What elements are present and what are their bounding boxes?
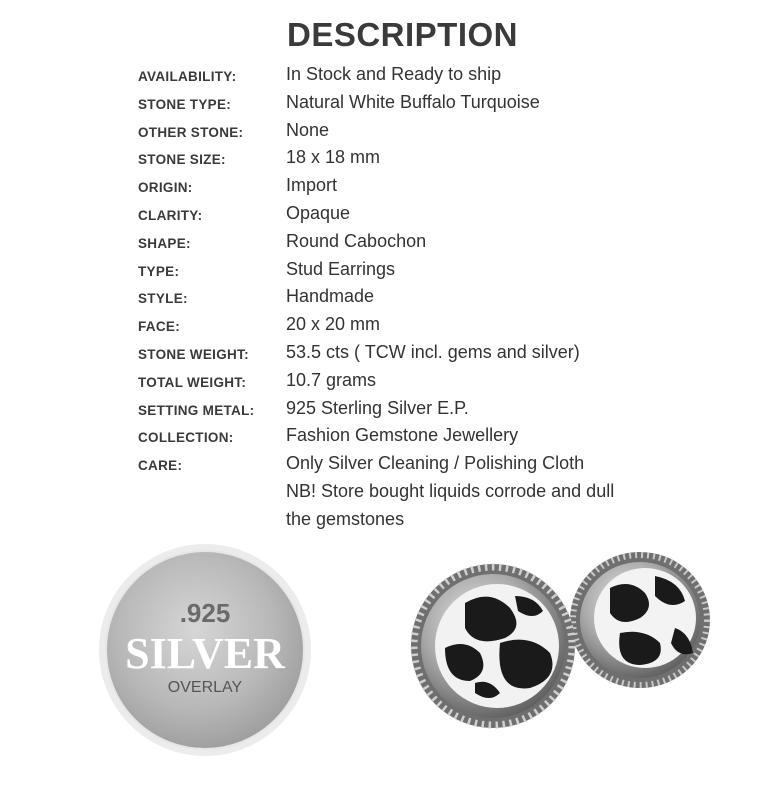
spec-row-face (138, 310, 758, 338)
spec-row-collection (138, 421, 758, 449)
spec-value: Fashion Gemstone Jewellery (286, 425, 519, 446)
spec-row-stone-type (138, 88, 758, 116)
spec-label: STONE TYPE: (138, 96, 232, 112)
badge-caption: OVERLAY (167, 679, 243, 696)
spec-value: Opaque (286, 202, 351, 223)
spec-label: STYLE: (138, 291, 188, 307)
spec-label: STONE SIZE: (138, 152, 226, 168)
spec-label: SHAPE: (138, 235, 191, 251)
spec-value: 925 Sterling Silver E.P. (286, 397, 469, 418)
spec-row-availability (138, 60, 758, 88)
care-note-line (138, 505, 758, 533)
spec-value: None (286, 119, 330, 140)
earrings-illustration (405, 548, 720, 748)
earring-front (411, 564, 575, 728)
spec-value: 18 x 18 mm (286, 147, 381, 168)
spec-label: COLLECTION: (138, 430, 234, 446)
spec-row-clarity (138, 199, 758, 227)
spec-value: Stud Earrings (286, 258, 396, 279)
spec-label: SETTING METAL: (138, 402, 255, 418)
spec-value: Natural White Buffalo Turquoise (286, 91, 540, 112)
spec-label: CARE: (138, 458, 183, 474)
spec-row-other-stone (138, 116, 758, 144)
spec-row-type (138, 255, 758, 283)
spec-row-shape (138, 227, 758, 255)
badge-number: .925 (179, 598, 231, 628)
spec-value: Round Cabochon (286, 230, 427, 251)
spec-row-origin (138, 171, 758, 199)
spec-label: FACE: (138, 319, 180, 335)
care-note-text: NB! Store bought liquids corrode and dull (286, 480, 615, 501)
spec-label: OTHER STONE: (138, 124, 244, 140)
spec-value: 10.7 grams (286, 369, 377, 390)
spec-label: CLARITY: (138, 207, 203, 223)
page-title: DESCRIPTION (286, 16, 519, 53)
spec-value: Only Silver Cleaning / Polishing Cloth (286, 453, 585, 474)
spec-value: Import (286, 175, 338, 196)
earring-back (570, 552, 710, 688)
product-photo-earrings (405, 548, 720, 748)
care-note-line (138, 477, 758, 505)
care-note-text: the gemstones (286, 508, 405, 529)
spec-value: 53.5 cts ( TCW incl. gems and silver) (286, 341, 580, 362)
spec-label: TYPE: (138, 263, 180, 279)
spec-list (138, 60, 758, 533)
spec-label: AVAILABILITY: (138, 69, 237, 84)
spec-row-style (138, 282, 758, 310)
silver-overlay-badge (97, 542, 313, 758)
spec-row-care (138, 449, 758, 477)
spec-row-stone-size (138, 143, 758, 171)
spec-row-stone-weight (138, 338, 758, 366)
spec-row-setting-metal (138, 394, 758, 422)
spec-label: STONE WEIGHT: (138, 346, 249, 362)
spec-label: ORIGIN: (138, 180, 193, 196)
spec-value: 20 x 20 mm (286, 314, 381, 335)
spec-value: Handmade (286, 286, 375, 307)
spec-row-total-weight (138, 366, 758, 394)
badge-word: SILVER (125, 629, 285, 678)
spec-label: TOTAL WEIGHT: (138, 374, 247, 390)
silver-badge-graphic (97, 542, 313, 758)
spec-value: In Stock and Ready to ship (286, 64, 502, 84)
